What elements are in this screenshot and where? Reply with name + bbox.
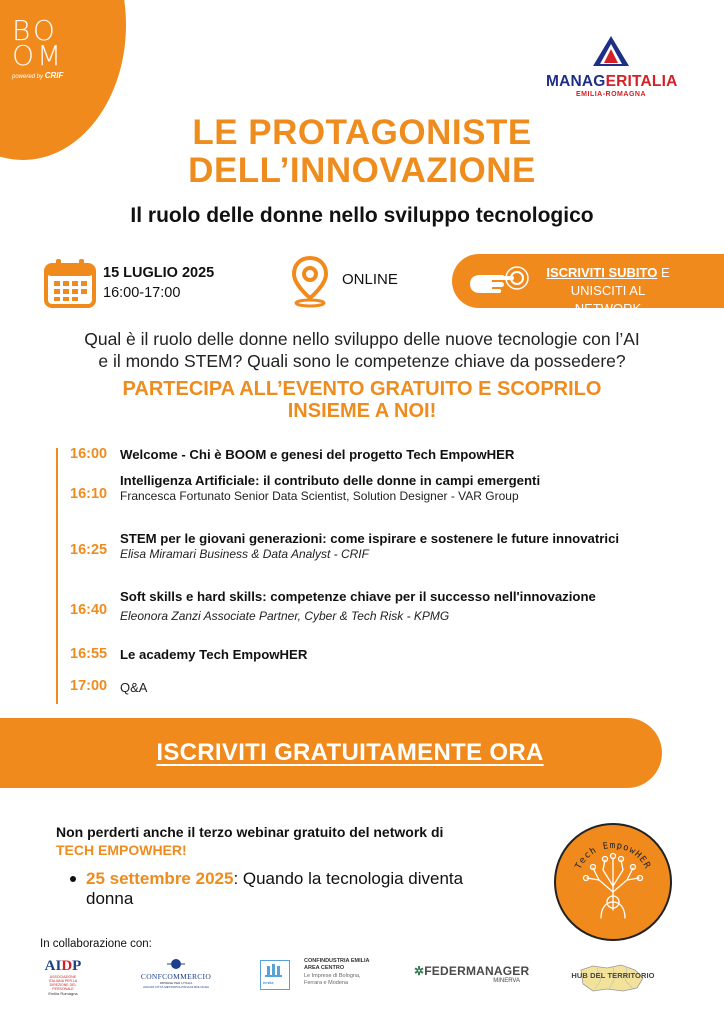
register-banner-link[interactable]: ISCRIVITI GRATUITAMENTE ORA [156, 739, 544, 766]
agenda-time: 16:55 [70, 646, 108, 662]
agenda-speaker: Eleonora Zanzi Associate Partner, Cyber & Tech Risk - KPMG [120, 609, 450, 623]
confindustria-line1: CONFINDUSTRIA EMILIA [304, 958, 370, 964]
federmanager-sub: MINERVA [493, 978, 520, 984]
manageritalia-name [546, 73, 676, 91]
next-webinar-promo [56, 823, 526, 859]
federmanager-mark-icon: ✲ [414, 964, 425, 978]
page-title-line2: DELL’INNOVAZIONE [188, 151, 536, 190]
federmanager-name-a: FEDER [424, 964, 466, 978]
boom-powered-by [12, 71, 82, 80]
promo-bullet-title: : Quando la tecnologia diventa donna [86, 869, 464, 908]
event-date: 15 LUGLIO 2025 [103, 265, 215, 281]
calendar-icon [44, 258, 96, 308]
page-title-line1: LE PROTAGONISTE [192, 113, 532, 152]
confindustria-desc [304, 973, 384, 987]
confindustria-mark-label: emilia [263, 980, 274, 985]
confcommercio-sub2: ASCOM CITTÀ METROPOLITANA DI BOLOGNA [142, 985, 210, 989]
confcommercio-name: CONFCOMMERCIO [140, 972, 212, 981]
agenda-time: 17:00 [70, 678, 108, 694]
signup-cta-line1 [543, 264, 673, 282]
boom-logo-line1: BO [12, 14, 58, 47]
event-datetime [103, 263, 214, 303]
federmanager-logo [414, 964, 530, 984]
promo-line1: Non perderti anche il terzo webinar gratuito del network di [56, 824, 444, 840]
event-time: 16:00-17:00 [103, 285, 181, 301]
page-title [0, 114, 724, 190]
badge-text: Tech EmpowHER [573, 841, 653, 872]
agenda-time: 16:10 [70, 486, 108, 502]
agenda-time: 16:00 [70, 446, 108, 462]
aidp-name-r: D [61, 958, 73, 974]
manageritalia-logo [546, 36, 676, 98]
confcommercio-emblem-icon [166, 958, 186, 970]
aidp-name-a: AI [44, 958, 62, 974]
tech-empowher-badge [553, 822, 673, 942]
confindustria-mark-icon [260, 960, 290, 990]
confindustria-name [304, 958, 384, 972]
aidp-region: Emilia Romagna [48, 991, 78, 996]
manageritalia-name-a: MANAG [546, 73, 606, 90]
manageritalia-name-b: ERITALIA [605, 73, 678, 90]
confindustria-line4: Ferrara e Modena [304, 980, 349, 986]
agenda-title: Welcome - Chi è BOOM e genesi del progetto Tech EmpowHER [120, 447, 515, 462]
boom-logo-line2: OM [12, 39, 65, 72]
agenda-title: Soft skills e hard skills: competenze chiave per il successo nell'innovazione [120, 589, 596, 604]
agenda-title: Q&A [120, 680, 148, 695]
signup-link[interactable]: ISCRIVITI SUBITO [546, 265, 658, 280]
agenda [56, 448, 676, 704]
agenda-speaker: Elisa Miramari Business & Data Analyst - CRIF [120, 547, 369, 561]
bullet-dot [70, 876, 76, 882]
hub-del-territorio-logo [567, 962, 659, 998]
powered-by-label: powered by [12, 74, 44, 80]
signup-cta-line2: UNISCITI AL NETWORK [570, 283, 646, 316]
participate-heading-line1: PARTECIPA ALL’EVENTO GRATUITO E SCOPRILO [122, 378, 602, 400]
aidp-name-b: P [72, 958, 82, 974]
confcommercio-sub: IMPRESE PER L'ITALIA [159, 981, 193, 985]
confindustria-line2: AREA CENTRO [304, 965, 345, 971]
promo-bullet [70, 869, 510, 909]
intro-question-line2: e il mondo STEM? Quali sono le competenze chiave da possedere? [98, 351, 626, 371]
intro-question [0, 328, 724, 372]
signup-cta-and: E [660, 265, 670, 280]
manageritalia-mark-icon [589, 36, 633, 66]
promo-bullet-date: 25 settembre 2025 [86, 869, 234, 888]
boom-logo [12, 14, 82, 80]
hub-name: HUB DEL TERRITORIO [571, 971, 655, 980]
agenda-time: 16:40 [70, 602, 108, 618]
intro-question-line1: Qual è il ruolo delle donne nello sviluppo delle nuove tecnologie con l’AI [84, 329, 640, 349]
manageritalia-region: EMILIA-ROMAGNA [576, 91, 646, 98]
crif-logo: CRIF [44, 71, 64, 80]
promo-highlight: TECH EMPOWHER! [56, 842, 187, 858]
participate-heading-line2: INSIEME A NOI! [287, 400, 437, 422]
agenda-title: STEM per le giovani generazioni: come ispirare e sostenere le future innovatrici [120, 531, 620, 546]
confcommercio-logo [140, 958, 212, 989]
agenda-title: Le academy Tech EmpowHER [120, 647, 308, 662]
federmanager-name-b: MANAGER [465, 964, 530, 978]
aidp-name [42, 958, 84, 975]
agenda-time: 16:25 [70, 542, 108, 558]
pointing-hand-icon [468, 262, 530, 300]
aidp-logo [42, 958, 84, 996]
agenda-speaker: Francesca Fortunato Senior Data Scientist, Solution Designer - VAR Group [120, 489, 519, 503]
confindustria-line3: Le Imprese di Bologna, [304, 973, 361, 979]
partners-label: In collaborazione con: [40, 938, 152, 950]
signup-cta-text[interactable] [543, 264, 673, 318]
confindustria-building-icon [261, 961, 289, 979]
promo-line2 [56, 841, 526, 859]
federmanager-name [414, 964, 530, 978]
participate-heading [0, 378, 724, 422]
promo-bullet-text [70, 869, 510, 909]
location-pin-icon [290, 256, 330, 308]
page-subtitle: Il ruolo delle donne nello sviluppo tecnologico [130, 204, 594, 227]
event-location: ONLINE [342, 271, 398, 288]
agenda-title: Intelligenza Artificiale: il contributo delle donne in campi emergenti [120, 473, 541, 488]
aidp-subtitle: ASSOCIAZIONE ITALIANA PER LA DIREZIONE DEL PERSONALE [48, 975, 78, 991]
